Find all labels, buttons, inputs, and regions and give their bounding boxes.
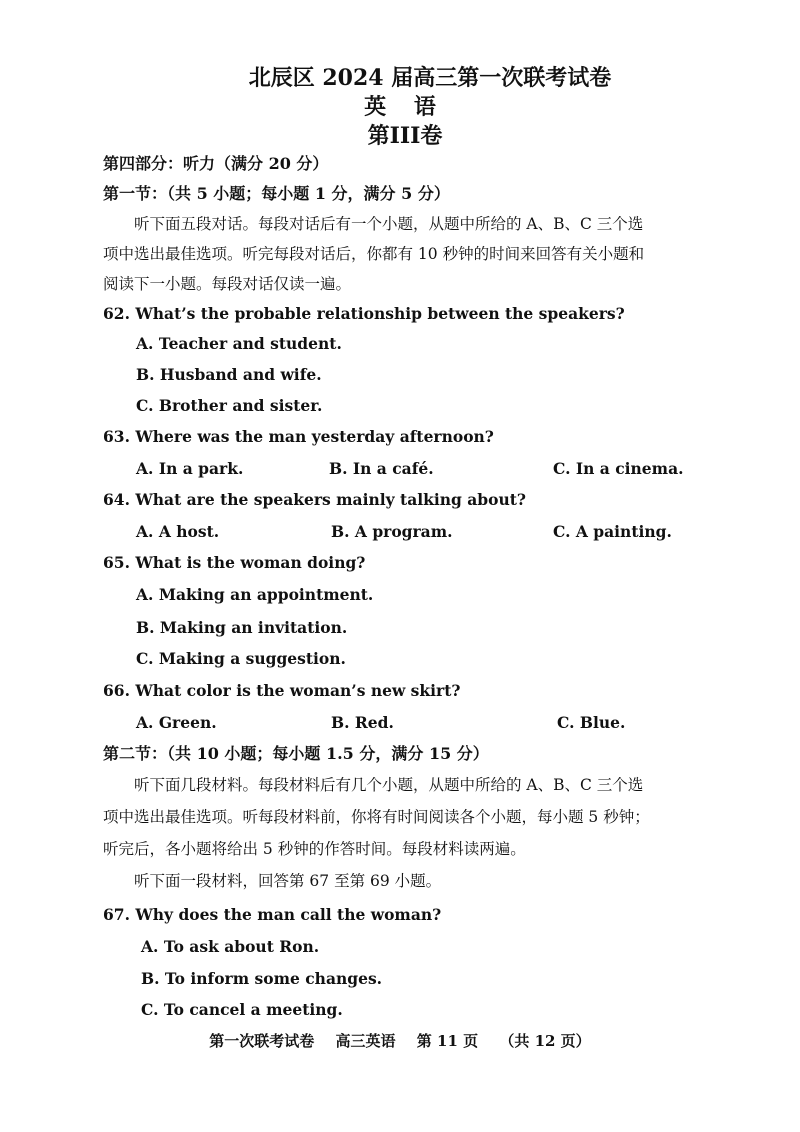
option-c: C. A painting. — [553, 522, 672, 541]
option-c: C. Making a suggestion. — [136, 649, 346, 668]
question-stem: 63. Where was the man yesterday afternoon? — [103, 427, 494, 446]
section2-instruction-line: 听下面几段材料。每段材料后有几个小题，从题中所给的 A、B、C 三个选 — [134, 776, 644, 794]
option-c: C. To cancel a meeting. — [141, 1000, 343, 1019]
option-b: B. Making an invitation. — [136, 618, 348, 637]
option-a: A. A host. — [136, 522, 220, 541]
section1-heading: 第一节：（共 5 小题；每小题 1 分，满分 5 分） — [103, 184, 450, 203]
question-stem: 65. What is the woman doing? — [103, 553, 366, 572]
question-stem: 64. What are the speakers mainly talking about? — [103, 490, 526, 509]
option-c: C. Blue. — [557, 713, 626, 732]
question-stem: 67. Why does the man call the woman? — [103, 905, 442, 924]
footer-page-number: 第 11 页 — [416, 1032, 479, 1050]
section2-lead: 听下面一段材料，回答第 67 至第 69 小题。 — [134, 872, 442, 890]
section2-instruction-line: 听完后，各小题将给出 5 秒钟的作答时间。每段材料读两遍。 — [103, 840, 526, 858]
subject-title: 英 语 — [364, 94, 446, 120]
option-c: C. In a cinema. — [553, 459, 684, 478]
volume-title: 第III卷 — [367, 123, 443, 149]
option-a: A. Teacher and student. — [136, 334, 342, 353]
section2-heading: 第二节：（共 10 小题；每小题 1.5 分，满分 15 分） — [103, 744, 489, 763]
section1-instruction-line: 阅读下一小题。每段对话仅读一遍。 — [103, 275, 352, 293]
section1-instruction-line: 项中选出最佳选项。听完每段对话后，你都有 10 秒钟的时间来回答有关小题和 — [103, 245, 645, 263]
page-footer — [0, 1030, 800, 1051]
exam-title: 北辰区 2024 届高三第一次联考试卷 — [248, 65, 612, 91]
question-stem: 62. What’s the probable relationship between the speakers? — [103, 304, 625, 323]
option-b: B. In a café. — [329, 459, 434, 478]
option-c: C. Brother and sister. — [136, 396, 323, 415]
section2-instruction-line: 项中选出最佳选项。听每段材料前，你将有时间阅读各个小题，每小题 5 秒钟； — [103, 808, 650, 826]
option-b: B. A program. — [331, 522, 453, 541]
option-a: A. In a park. — [136, 459, 244, 478]
option-b: B. Husband and wife. — [136, 365, 322, 384]
part4-heading: 第四部分：听力（满分 20 分） — [103, 154, 329, 173]
question-stem: 66. What color is the woman’s new skirt? — [103, 681, 461, 700]
footer-exam: 第一次联考试卷 — [209, 1032, 315, 1050]
option-b: B. Red. — [331, 713, 394, 732]
option-a: A. To ask about Ron. — [141, 937, 320, 956]
footer-page-total: （共 12 页） — [499, 1032, 591, 1050]
option-b: B. To inform some changes. — [141, 969, 383, 988]
option-a: A. Making an appointment. — [136, 585, 374, 604]
footer-subject: 高三英语 — [335, 1032, 396, 1050]
title-block — [0, 64, 800, 150]
section1-instruction-line: 听下面五段对话。每段对话后有一个小题，从题中所给的 A、B、C 三个选 — [134, 215, 644, 233]
option-a: A. Green. — [136, 713, 217, 732]
